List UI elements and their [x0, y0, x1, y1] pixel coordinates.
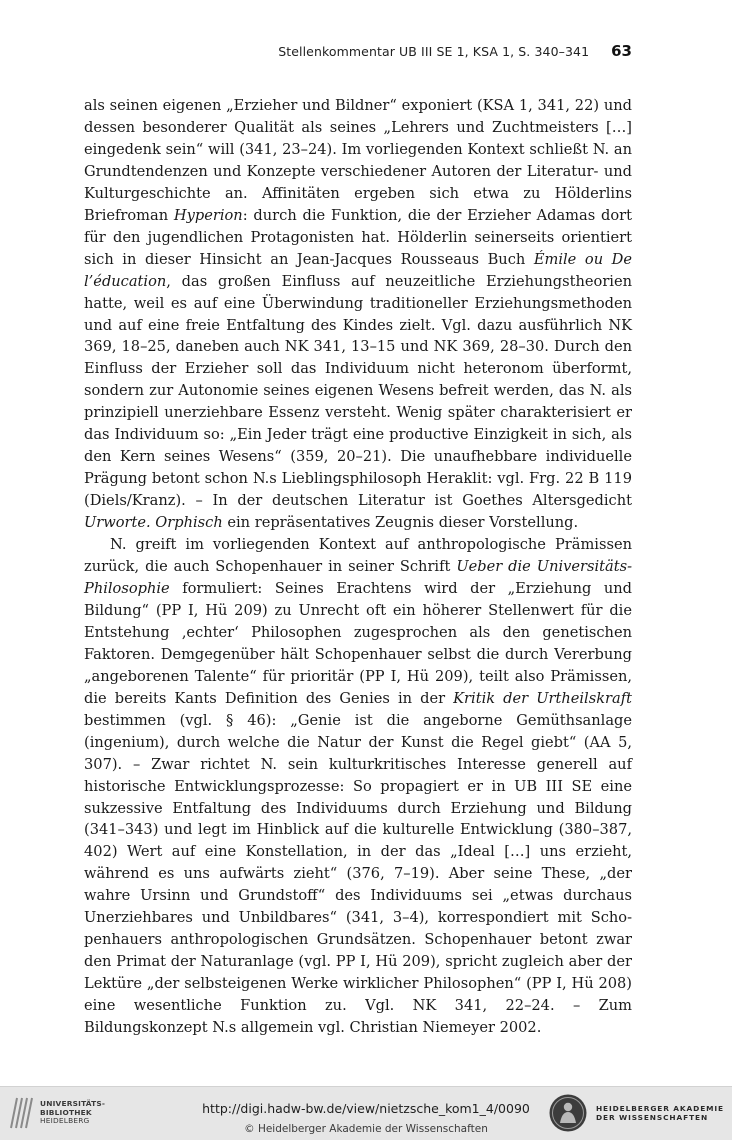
- paragraph-2: [84, 534, 632, 1039]
- footer-bar: [0, 1086, 732, 1140]
- paragraph-text: , das großen Einfluss auf neuzeitliche Erziehungstheorien hatte, weil es auf eine Überwindung traditioneller Erziehungsmethoden und auf eine freie Entfaltung des Kindes zielt. Vgl. dazu ausführlich NK 369, 18–25, daneben auch NK 341, 13–15 und NK 369, 28–30. Durch den Einfluss der Erzieher soll das Individuum nicht heteronom überformt, sondern zur Autonomie seines eigenen Wesens befreit werden, das N. als prinzipiell unerziehbare Essenz versteht. Wenig später charakterisiert er das Individuum so: „Ein Jeder trägt eine productive Einzigkeit in sich, als den Kern seines Wesens“ (359, 20–21). Die unaufhebbare individuelle Prägung betont schon N.s Lieblingsphilosoph Heraklit: vgl. Frg. 22 B 119 (Diels/Kranz). – In der deutschen Literatur ist Goethes Altersgedicht: [84, 272, 632, 510]
- footer-url[interactable]: http://digi.hadw-bw.de/view/nietzsche_kom1_4/0090: [202, 1101, 530, 1116]
- page-header: [84, 42, 632, 60]
- paragraph-text: als seinen eigenen „Erzieher und Bildner“ exponiert (KSA 1, 341, 22) und dessen besonderer Qualität als seines „Lehrers und Zuchtmeisters […] eingedenk sein“ will (341, 23–24). Im vorliegenden Kontext schließt N. an Grundtendenzen und Konzepte verschiedener Autoren der Literatur- und Kulturgeschichte an. Affinitäten ergeben sich etwa zu Hölderlins Briefroman: [84, 97, 632, 224]
- work-title-hyperion: Hyperion: [173, 206, 243, 224]
- academy-seal-icon: [548, 1093, 588, 1133]
- academy-logo: [548, 1093, 724, 1133]
- work-title-universitaets-philosophie: Ueber die Universitäts-Philosophie: [84, 558, 633, 597]
- work-title-urworte: Urworte. Orphisch: [84, 514, 223, 532]
- paragraph-text: formuliert: Seines Erachtens wird der „Erziehung und Bildung“ (PP I, Hü 209) zu Unrecht oft ein höherer Stellenwert für die Entstehung ‚echter‘ Philosophen zugesprochen als den genetischen Faktoren. Demgegenüber hält Schopenhauer selbst die durch Vererbung „angeborenen Talente“ für prioritär (PP I, Hü 209), teilt also Prämissen, die bereits Kants Definition des Genies in der: [84, 579, 632, 707]
- paragraph-text: ein repräsentatives Zeugnis dieser Vorstellung.: [222, 514, 579, 532]
- paragraph-text: N. greift im vorliegenden Kontext auf anthropologische Prämissen zurück, die auch Schopenhauer in seiner Schrift: [84, 536, 632, 576]
- paragraph-text: bestimmen (vgl. § 46): „Genie ist die angeborne Gemüthsanlage (ingenium), durch welche die Natur der Kunst die Regel giebt“ (AA 5, 307). – Zwar richtet N. sein kulturkritisches Interesse generell auf historische Entwicklungsprozesse: So propagiert er in UB III SE eine sukzessive Entfaltung des Individuums durch Erziehung und Bildung (341–343) und legt im Hinblick auf die kulturelle Entwicklung (380–387, 402) Wert auf eine Konstellation, in der das „Ideal […] uns erzieht, während es uns aufwärts zieht“ (376, 7–19). Aber seine These, „der wahre Ursinn und Grundstoff“ des Individuums sei „etwas durchaus Unerziehbares und Unbildbares“ (341, 3–4), korrespondiert mit Schopenhauers anthropologischen Grundsätzen. Schopenhauer betont zwar den Primat der Naturanlage (vgl. PP I, Hü 209), spricht zugleich aber der Lektüre „der selbsteigenen Werke wirklicher Philosophen“ (PP I, Hü 208) eine wesentliche Funktion zu. Vgl. NK 341, 22–24. – Zum Bildungskonzept N.s allgemein vgl. Christian Niemeyer 2002.: [84, 711, 632, 1037]
- page-number: 63: [611, 42, 632, 60]
- work-title-emile: Émile ou De l’éducation: [84, 250, 633, 290]
- paragraph-1: [84, 95, 632, 534]
- academy-name: HEIDELBERGER AKADEMIE DER WISSENSCHAFTEN: [595, 1103, 724, 1122]
- running-head: Stellenkommentar UB III SE 1, KSA 1, S. 340–341: [278, 44, 590, 59]
- work-title-kritik-der-urtheilskraft: Kritik der Urtheilskraft: [453, 689, 632, 707]
- footer-copyright: © Heidelberger Akademie der Wissenschaften: [244, 1123, 488, 1135]
- paragraph-text: : durch die Funktion, die der Erzieher Adamas dort für den jugendlichen Protagonisten hat. Hölderlin seinerseits orientiert sich in dieser Hinsicht an Jean-Jacques Rousseaus Buch: [84, 206, 632, 268]
- library-name: UNIVERSITÄTS- BIBLIOTHEK HEIDELBERG: [40, 1099, 106, 1126]
- body-text: [84, 95, 632, 1039]
